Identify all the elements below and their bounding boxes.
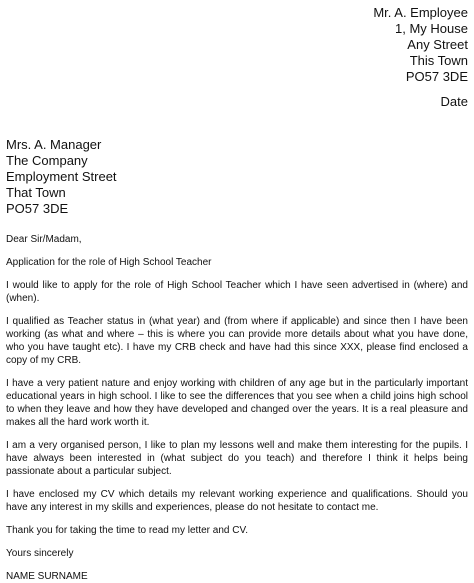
recipient-name: Mrs. A. Manager [6, 137, 102, 152]
paragraph-organisation: I am a very organised person, I like to plan my lessons well and make them interesting for the pupils. I have always been interested in (what subject do you teach) and therefore I think it helps being passionate about a particular subject. [6, 440, 468, 477]
paragraph-cv: I have enclosed my CV which details my relevant working experience and qualifications. Should you have any interest in my skills and experiences, please do not hesitate to contact me. [6, 489, 468, 513]
recipient-street: Employment Street [6, 169, 117, 184]
paragraph-intro: I would like to apply for the role of High School Teacher which I have seen advertised in (where) and (when). [6, 280, 468, 304]
sender-postcode: PO57 3DE [405, 69, 468, 84]
paragraph-nature: I have a very patient nature and enjoy working with children of any age but in the particularly important educational years in high school. I like to see the differences that you see when a child joins high school to when they leave and how they have developed and changed over the years. It is a real pleasure and makes all the hard work worth it. [6, 378, 468, 428]
paragraph-qualifications: I qualified as Teacher status in (what year) and (from where if applicable) and since then I have been working (as what and where – this is where you can provide more details about what you have done, who you have taught etc). I have my CRB check and have had this since XXX, please find enclosed a copy of my CRB. [6, 316, 468, 366]
paragraph-thanks: Thank you for taking the time to read my letter and CV. [6, 525, 248, 536]
sender-address-line-1: 1, My House [395, 21, 468, 36]
sender-address-line-2: Any Street [407, 37, 468, 52]
recipient-postcode: PO57 3DE [6, 201, 69, 216]
recipient-company: The Company [6, 153, 88, 168]
recipient-address [6, 137, 117, 217]
letter-date: Date [440, 94, 468, 109]
closing: Yours sincerely [6, 548, 74, 559]
subject-line: Application for the role of High School Teacher [6, 257, 212, 268]
recipient-town: That Town [6, 185, 66, 200]
salutation: Dear Sir/Madam, [6, 234, 82, 245]
sender-name: Mr. A. Employee [373, 5, 468, 20]
sender-address-line-3: This Town [409, 53, 468, 68]
sender-address [373, 5, 468, 85]
letter-body [6, 233, 468, 583]
signature: NAME SURNAME [6, 571, 88, 582]
